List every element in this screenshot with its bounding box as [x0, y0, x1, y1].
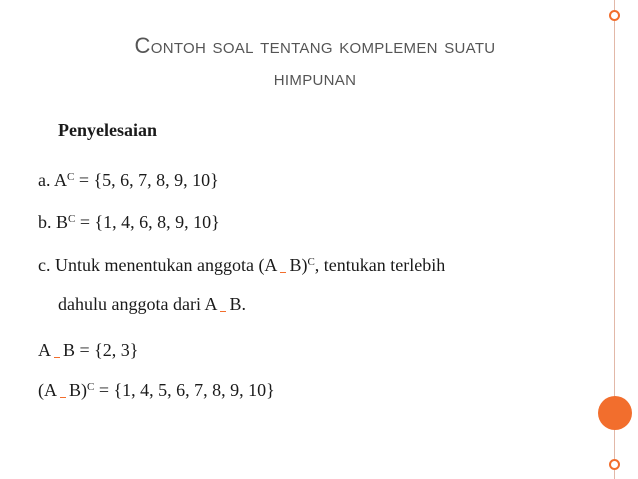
answer-complement — [38, 380, 275, 401]
decorative-bottom-circle — [609, 459, 620, 470]
set-operator-symbol — [54, 349, 60, 358]
title-line-1: Contoh soal tentang komplemen suatu — [134, 33, 496, 58]
answer-c-line2 — [58, 294, 246, 315]
title-line-2: himpunan — [273, 65, 357, 90]
answer-c-mid: B) — [289, 255, 308, 275]
slide-title — [45, 30, 585, 94]
set-operator-symbol — [220, 303, 226, 312]
answer-e-sup: C — [87, 381, 95, 393]
answer-c-line1 — [38, 255, 445, 276]
set-operator-symbol — [60, 389, 66, 398]
answer-c2-rest: B. — [229, 294, 246, 314]
answer-a-rest: = {5, 6, 7, 8, 9, 10} — [74, 170, 219, 190]
answer-b-rest: = {1, 4, 6, 8, 9, 10} — [75, 212, 220, 232]
answer-a — [38, 170, 219, 191]
answer-d-rest: B = {2, 3} — [63, 340, 139, 360]
answer-c-sup: C — [307, 256, 315, 268]
answer-c2-prefix: dahulu anggota dari A — [58, 294, 218, 314]
answer-c-rest: , tentukan terlebih — [314, 255, 446, 275]
answer-d-prefix: A — [38, 340, 51, 360]
answer-c-prefix: c. Untuk menentukan anggota (A — [38, 255, 278, 275]
answer-e-rest: = {1, 4, 5, 6, 7, 8, 9, 10} — [94, 380, 275, 400]
decorative-orange-circle — [598, 396, 632, 430]
answer-b — [38, 212, 220, 233]
answer-b-sup: C — [68, 213, 76, 225]
answer-e-mid: B) — [69, 380, 87, 400]
answer-intersection — [38, 340, 138, 361]
decorative-top-circle — [609, 10, 620, 21]
answer-a-prefix: a. A — [38, 170, 67, 190]
set-operator-symbol — [280, 264, 286, 273]
heading-penyelesaian: Penyelesaian — [58, 120, 157, 140]
answer-b-prefix: b. B — [38, 212, 69, 232]
answer-a-sup: C — [67, 171, 75, 183]
answer-e-prefix: (A — [38, 380, 57, 400]
